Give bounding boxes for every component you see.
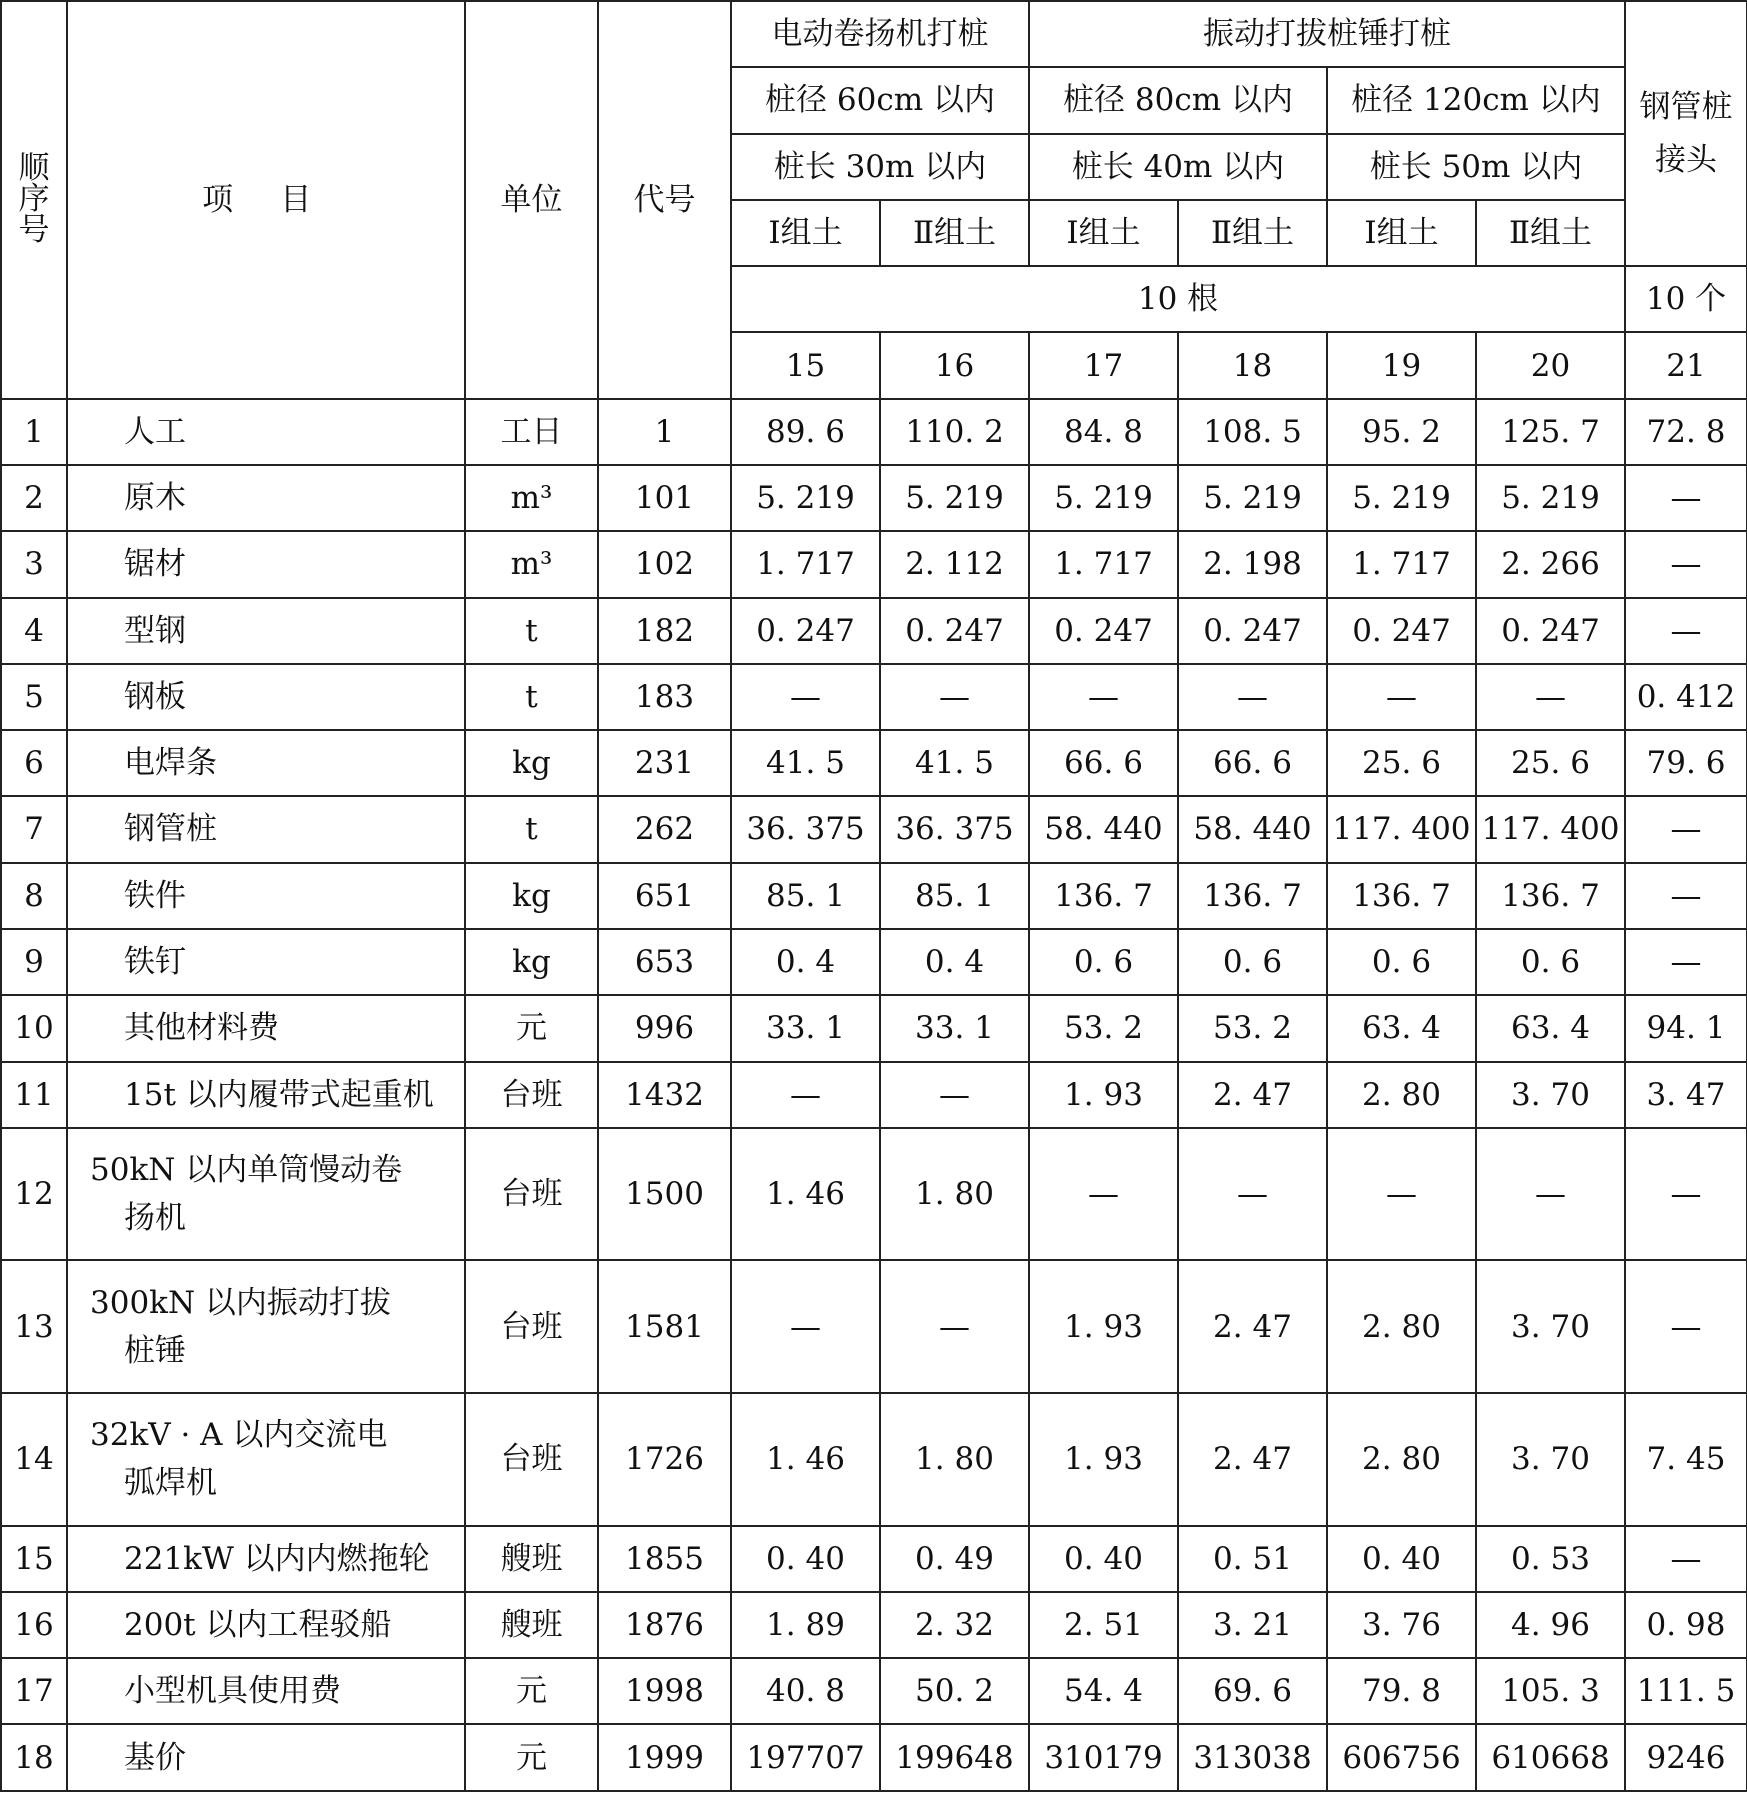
unit-joints-header: 10 个 [1625, 266, 1747, 332]
row-value: 0. 4 [880, 929, 1029, 995]
table-row [1, 465, 1747, 531]
row-item: 其他材料费 [67, 995, 465, 1061]
row-value: 3. 70 [1476, 1393, 1625, 1526]
row-code: 651 [598, 863, 731, 929]
row-value: 53. 2 [1029, 995, 1178, 1061]
row-value: 2. 266 [1476, 531, 1625, 597]
row-value: 0. 247 [1476, 598, 1625, 664]
row-value: 2. 80 [1327, 1062, 1476, 1128]
row-unit: kg [465, 863, 598, 929]
table-row [1, 863, 1747, 929]
row-value: 199648 [880, 1724, 1029, 1791]
row-value: 3. 21 [1178, 1592, 1327, 1658]
seq-header-char: 序 [18, 181, 50, 218]
row-value: 0. 6 [1029, 929, 1178, 995]
row-value: 66. 6 [1178, 730, 1327, 796]
row-seq: 15 [1, 1526, 67, 1592]
row-value: 5. 219 [1178, 465, 1327, 531]
row-seq: 3 [1, 531, 67, 597]
row-item: 基价 [67, 1724, 465, 1791]
row-item-line: 32kV · A 以内交流电 [90, 1417, 388, 1454]
length-header: 桩长 30m 以内 [731, 134, 1029, 200]
col-number: 19 [1327, 332, 1476, 398]
row-code: 102 [598, 531, 731, 597]
row-value: 1. 46 [731, 1128, 880, 1261]
row-value: 89. 6 [731, 399, 880, 465]
row-value: 111. 5 [1625, 1658, 1747, 1724]
soil-group-header: Ⅱ组土 [1476, 200, 1625, 266]
row-item-line: 桩锤 [124, 1332, 186, 1369]
row-value: 63. 4 [1476, 995, 1625, 1061]
row-value: 310179 [1029, 1724, 1178, 1791]
table-row [1, 1393, 1747, 1526]
row-value: 9246 [1625, 1724, 1747, 1791]
row-value: 136. 7 [1476, 863, 1625, 929]
row-item: 钢板 [67, 664, 465, 730]
col-number: 16 [880, 332, 1029, 398]
row-item: 电焊条 [67, 730, 465, 796]
row-unit: 元 [465, 1724, 598, 1791]
joint-header [1625, 1, 1747, 266]
row-value: 79. 8 [1327, 1658, 1476, 1724]
row-value: — [1625, 1128, 1747, 1261]
table-row [1, 1128, 1747, 1261]
row-value: — [1029, 664, 1178, 730]
row-value: 0. 53 [1476, 1526, 1625, 1592]
row-seq: 18 [1, 1724, 67, 1791]
method-header-electric-winch: 电动卷扬机打桩 [731, 1, 1029, 67]
row-item [67, 1128, 465, 1261]
col-number: 20 [1476, 332, 1625, 398]
row-value: 7. 45 [1625, 1393, 1747, 1526]
row-value: — [1476, 664, 1625, 730]
row-seq: 4 [1, 598, 67, 664]
row-item: 钢管桩 [67, 796, 465, 862]
row-value: 85. 1 [731, 863, 880, 929]
row-value: 136. 7 [1327, 863, 1476, 929]
table-row [1, 1658, 1747, 1724]
row-seq: 8 [1, 863, 67, 929]
row-seq: 13 [1, 1260, 67, 1393]
col-number: 18 [1178, 332, 1327, 398]
row-value: 1. 717 [731, 531, 880, 597]
row-value: 5. 219 [731, 465, 880, 531]
row-value: 0. 247 [731, 598, 880, 664]
row-unit: t [465, 664, 598, 730]
row-value: 2. 47 [1178, 1393, 1327, 1526]
code-header: 代号 [598, 1, 731, 399]
item-header: 项 目 [67, 1, 465, 399]
row-value: 5. 219 [1327, 465, 1476, 531]
row-value: 36. 375 [731, 796, 880, 862]
row-value: — [1625, 598, 1747, 664]
row-seq: 11 [1, 1062, 67, 1128]
row-value: — [880, 1062, 1029, 1128]
table-row [1, 1724, 1747, 1791]
row-seq: 17 [1, 1658, 67, 1724]
row-value: 5. 219 [1476, 465, 1625, 531]
row-code: 231 [598, 730, 731, 796]
row-value: 0. 247 [880, 598, 1029, 664]
row-value: 66. 6 [1029, 730, 1178, 796]
row-item: 铁件 [67, 863, 465, 929]
row-code: 996 [598, 995, 731, 1061]
row-value: 41. 5 [880, 730, 1029, 796]
row-value: 0. 98 [1625, 1592, 1747, 1658]
row-value: 610668 [1476, 1724, 1625, 1791]
diameter-header: 桩径 120cm 以内 [1327, 67, 1625, 133]
row-value: 63. 4 [1327, 995, 1476, 1061]
row-unit: 台班 [465, 1393, 598, 1526]
table-row [1, 531, 1747, 597]
row-value: — [1625, 863, 1747, 929]
row-value: — [880, 1260, 1029, 1393]
row-item-line: 扬机 [124, 1200, 186, 1237]
table-row [1, 995, 1747, 1061]
table-row [1, 929, 1747, 995]
row-value: 606756 [1327, 1724, 1476, 1791]
unit-piles-header: 10 根 [731, 266, 1625, 332]
row-item [67, 1393, 465, 1526]
row-value: 72. 8 [1625, 399, 1747, 465]
row-value: 53. 2 [1178, 995, 1327, 1061]
row-code: 1500 [598, 1128, 731, 1261]
row-value: 2. 80 [1327, 1393, 1476, 1526]
row-value: 3. 70 [1476, 1260, 1625, 1393]
row-code: 101 [598, 465, 731, 531]
seq-header-char: 顺 [18, 150, 50, 187]
diameter-header: 桩径 80cm 以内 [1029, 67, 1327, 133]
row-value: 79. 6 [1625, 730, 1747, 796]
row-code: 262 [598, 796, 731, 862]
row-value: 0. 40 [1327, 1526, 1476, 1592]
row-value: 5. 219 [1029, 465, 1178, 531]
row-seq: 6 [1, 730, 67, 796]
row-value: 36. 375 [880, 796, 1029, 862]
table-row [1, 1592, 1747, 1658]
row-value: 1. 46 [731, 1393, 880, 1526]
row-value: 0. 40 [1029, 1526, 1178, 1592]
table-row [1, 598, 1747, 664]
row-value: 0. 247 [1029, 598, 1178, 664]
row-code: 653 [598, 929, 731, 995]
row-value: — [1476, 1128, 1625, 1261]
row-value: 95. 2 [1327, 399, 1476, 465]
row-unit: 艘班 [465, 1526, 598, 1592]
row-value: 0. 6 [1178, 929, 1327, 995]
row-value: 1. 717 [1029, 531, 1178, 597]
row-value: 58. 440 [1029, 796, 1178, 862]
seq-header-char: 号 [18, 212, 50, 249]
row-value: 69. 6 [1178, 1658, 1327, 1724]
row-value: — [1327, 1128, 1476, 1261]
row-value: — [1625, 1526, 1747, 1592]
row-seq: 9 [1, 929, 67, 995]
row-seq: 5 [1, 664, 67, 730]
soil-group-header: Ⅰ组土 [731, 200, 880, 266]
row-value: — [1178, 664, 1327, 730]
row-value: 125. 7 [1476, 399, 1625, 465]
row-unit: 元 [465, 1658, 598, 1724]
row-unit: t [465, 598, 598, 664]
row-seq: 1 [1, 399, 67, 465]
method-header-vibratory-hammer: 振动打拔桩锤打桩 [1029, 1, 1625, 67]
row-item: 人工 [67, 399, 465, 465]
row-value: 0. 6 [1476, 929, 1625, 995]
length-header: 桩长 50m 以内 [1327, 134, 1625, 200]
row-value: 40. 8 [731, 1658, 880, 1724]
row-value: 1. 93 [1029, 1393, 1178, 1526]
row-value: 4. 96 [1476, 1592, 1625, 1658]
row-value: 0. 49 [880, 1526, 1029, 1592]
row-value: 25. 6 [1327, 730, 1476, 796]
row-value: 0. 247 [1178, 598, 1327, 664]
row-item: 型钢 [67, 598, 465, 664]
row-unit: 艘班 [465, 1592, 598, 1658]
row-value: 0. 4 [731, 929, 880, 995]
row-value: 2. 198 [1178, 531, 1327, 597]
row-value: — [1625, 929, 1747, 995]
row-value: — [1625, 796, 1747, 862]
row-value: 1. 93 [1029, 1062, 1178, 1128]
row-value: 313038 [1178, 1724, 1327, 1791]
row-value: 2. 112 [880, 531, 1029, 597]
row-value: 84. 8 [1029, 399, 1178, 465]
row-value: 0. 51 [1178, 1526, 1327, 1592]
row-value: 2. 47 [1178, 1260, 1327, 1393]
row-item: 200t 以内工程驳船 [67, 1592, 465, 1658]
row-value: 3. 76 [1327, 1592, 1476, 1658]
row-value: 2. 51 [1029, 1592, 1178, 1658]
row-unit: 工日 [465, 399, 598, 465]
row-unit: m³ [465, 465, 598, 531]
row-code: 1581 [598, 1260, 731, 1393]
row-unit: 台班 [465, 1062, 598, 1128]
length-header: 桩长 40m 以内 [1029, 134, 1327, 200]
row-value: 0. 6 [1327, 929, 1476, 995]
row-value: 94. 1 [1625, 995, 1747, 1061]
row-value: 2. 32 [880, 1592, 1029, 1658]
row-value: 33. 1 [731, 995, 880, 1061]
row-value: 58. 440 [1178, 796, 1327, 862]
row-value: 0. 412 [1625, 664, 1747, 730]
row-code: 1726 [598, 1393, 731, 1526]
row-value: — [1625, 531, 1747, 597]
row-unit: t [465, 796, 598, 862]
row-unit: 台班 [465, 1260, 598, 1393]
row-value: 1. 89 [731, 1592, 880, 1658]
row-item: 15t 以内履带式起重机 [67, 1062, 465, 1128]
row-value: 5. 219 [880, 465, 1029, 531]
diameter-header: 桩径 60cm 以内 [731, 67, 1029, 133]
row-item: 原木 [67, 465, 465, 531]
row-code: 182 [598, 598, 731, 664]
row-value: — [1178, 1128, 1327, 1261]
row-value: 0. 247 [1327, 598, 1476, 664]
row-value: 50. 2 [880, 1658, 1029, 1724]
row-item [67, 1260, 465, 1393]
row-value: 3. 47 [1625, 1062, 1747, 1128]
row-value: 1. 93 [1029, 1260, 1178, 1393]
row-code: 1999 [598, 1724, 731, 1791]
row-value: 25. 6 [1476, 730, 1625, 796]
row-value: 117. 400 [1327, 796, 1476, 862]
table-row [1, 1260, 1747, 1393]
row-code: 1998 [598, 1658, 731, 1724]
col-number: 21 [1625, 332, 1747, 398]
row-seq: 2 [1, 465, 67, 531]
row-item: 锯材 [67, 531, 465, 597]
row-seq: 14 [1, 1393, 67, 1526]
row-unit: m³ [465, 531, 598, 597]
row-item: 铁钉 [67, 929, 465, 995]
header-row-1 [1, 1, 1747, 67]
col-number: 15 [731, 332, 880, 398]
row-value: 117. 400 [1476, 796, 1625, 862]
table-row [1, 730, 1747, 796]
row-value: 110. 2 [880, 399, 1029, 465]
row-value: — [731, 664, 880, 730]
row-code: 1432 [598, 1062, 731, 1128]
row-value: 1. 80 [880, 1393, 1029, 1526]
soil-group-header: Ⅰ组土 [1029, 200, 1178, 266]
row-value: 3. 70 [1476, 1062, 1625, 1128]
row-code: 1876 [598, 1592, 731, 1658]
soil-group-header: Ⅱ组土 [1178, 200, 1327, 266]
row-value: 54. 4 [1029, 1658, 1178, 1724]
table-row [1, 796, 1747, 862]
row-value: — [1029, 1128, 1178, 1261]
table-body [1, 1, 1747, 1791]
row-value: — [880, 664, 1029, 730]
row-code: 183 [598, 664, 731, 730]
row-value: 41. 5 [731, 730, 880, 796]
row-seq: 16 [1, 1592, 67, 1658]
row-value: 1. 80 [880, 1128, 1029, 1261]
row-value: 2. 47 [1178, 1062, 1327, 1128]
row-item: 小型机具使用费 [67, 1658, 465, 1724]
row-value: 136. 7 [1178, 863, 1327, 929]
row-value: — [1625, 465, 1747, 531]
table-row [1, 1062, 1747, 1128]
row-unit: kg [465, 730, 598, 796]
row-value: 197707 [731, 1724, 880, 1791]
row-seq: 10 [1, 995, 67, 1061]
row-item: 221kW 以内内燃拖轮 [67, 1526, 465, 1592]
table-row [1, 664, 1747, 730]
row-value: — [1327, 664, 1476, 730]
row-item-line: 50kN 以内单筒慢动卷 [90, 1152, 403, 1189]
row-code: 1 [598, 399, 731, 465]
table-row [1, 1526, 1747, 1592]
row-value: 136. 7 [1029, 863, 1178, 929]
row-code: 1855 [598, 1526, 731, 1592]
row-item-line: 300kN 以内振动打拔 [90, 1284, 391, 1321]
row-value: 85. 1 [880, 863, 1029, 929]
seq-header [1, 1, 67, 399]
row-value: 0. 40 [731, 1526, 880, 1592]
row-value: 2. 80 [1327, 1260, 1476, 1393]
col-number: 17 [1029, 332, 1178, 398]
row-unit: 台班 [465, 1128, 598, 1261]
row-value: — [731, 1062, 880, 1128]
table-row [1, 399, 1747, 465]
row-unit: kg [465, 929, 598, 995]
joint-header-line: 钢管桩 [1639, 88, 1733, 125]
unit-header: 单位 [465, 1, 598, 399]
row-value: — [731, 1260, 880, 1393]
joint-header-line: 接头 [1655, 141, 1717, 178]
row-seq: 7 [1, 796, 67, 862]
row-value: 1. 717 [1327, 531, 1476, 597]
row-value: — [1625, 1260, 1747, 1393]
row-seq: 12 [1, 1128, 67, 1261]
row-value: 33. 1 [880, 995, 1029, 1061]
row-item-line: 弧焊机 [124, 1465, 217, 1502]
row-value: 108. 5 [1178, 399, 1327, 465]
row-unit: 元 [465, 995, 598, 1061]
soil-group-header: Ⅰ组土 [1327, 200, 1476, 266]
row-value: 105. 3 [1476, 1658, 1625, 1724]
soil-group-header: Ⅱ组土 [880, 200, 1029, 266]
